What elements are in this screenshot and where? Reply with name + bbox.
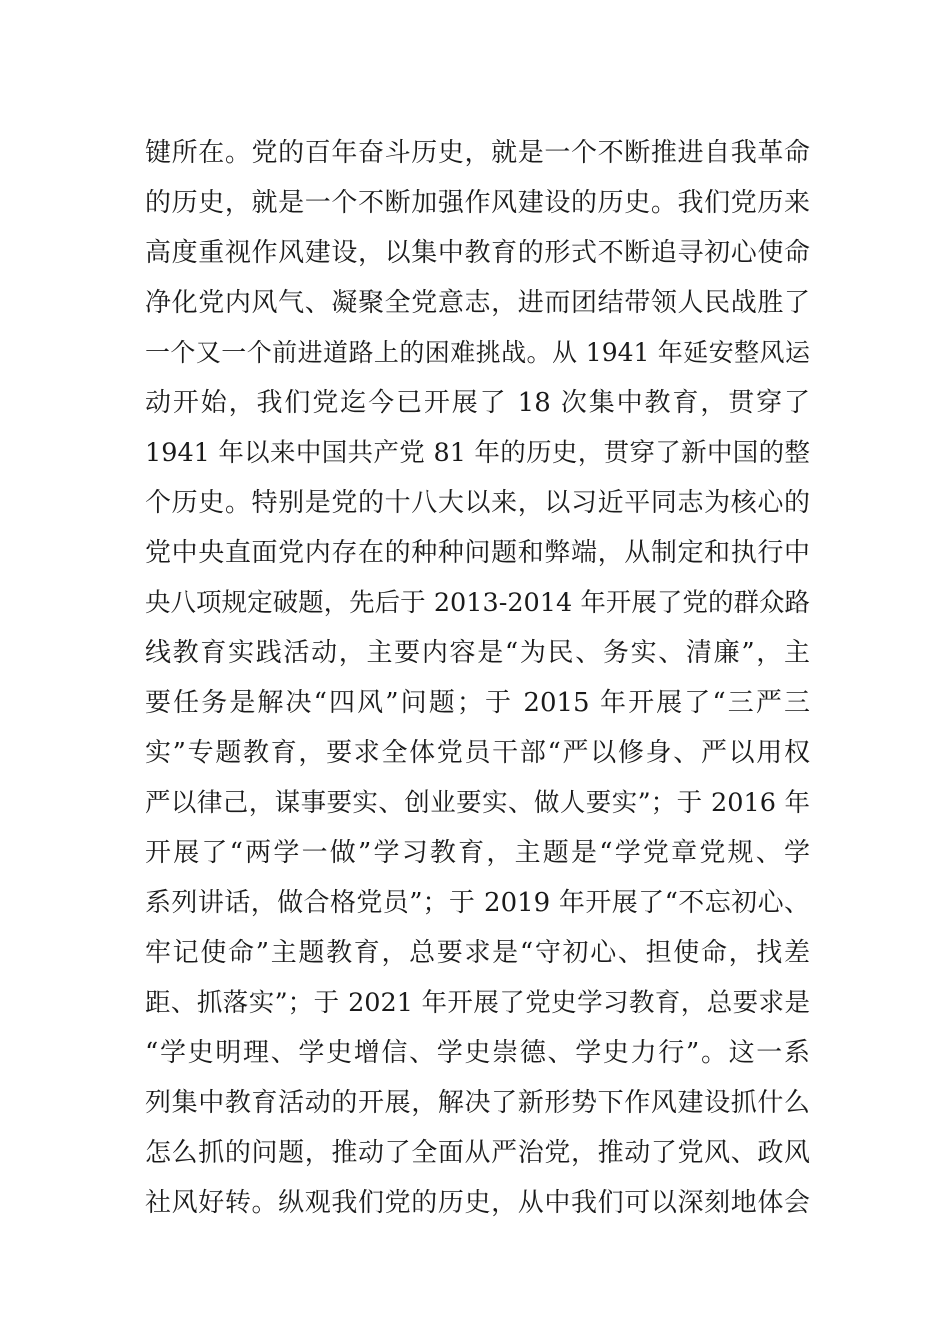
- text-line-9: 党中央直面党内存在的种种问题和弊端，从制定和执行中: [145, 538, 810, 568]
- text-line-16: 系列讲话，做合格党员”；于 2019 年开展了“不忘初心、: [145, 888, 810, 918]
- text-line-21: 怎么抓的问题，推动了全面从严治党，推动了党风、政风: [145, 1138, 810, 1168]
- text-line-19: “学史明理、学史增信、学史崇德、学史力行”。这一系: [145, 1038, 810, 1068]
- text-line-1: 键所在。党的百年奋斗历史，就是一个不断推进自我革命: [145, 138, 810, 168]
- text-line-14: 严以律己，谋事要实、创业要实、做人要实”；于 2016 年: [145, 788, 810, 818]
- text-line-6: 动开始，我们党迄今已开展了 18 次集中教育，贯穿了: [145, 388, 810, 418]
- text-line-10: 央八项规定破题，先后于 2013-2014 年开展了党的群众路: [145, 588, 810, 618]
- text-line-17: 牢记使命”主题教育，总要求是“守初心、担使命，找差: [145, 938, 810, 968]
- text-line-7: 1941 年以来中国共产党 81 年的历史，贯穿了新中国的整: [145, 438, 810, 468]
- text-line-20: 列集中教育活动的开展，解决了新形势下作风建设抓什么: [145, 1088, 810, 1118]
- text-line-4: 净化党内风气、凝聚全党意志，进而团结带领人民战胜了: [145, 288, 810, 318]
- text-line-2: 的历史，就是一个不断加强作风建设的历史。我们党历来: [145, 188, 810, 218]
- text-line-8: 个历史。特别是党的十八大以来，以习近平同志为核心的: [145, 488, 810, 518]
- text-line-13: 实”专题教育，要求全体党员干部“严以修身、严以用权: [145, 738, 810, 768]
- body-paragraph: [145, 128, 810, 1228]
- text-line-5: 一个又一个前进道路上的困难挑战。从 1941 年延安整风运: [145, 338, 810, 367]
- text-line-22: 社风好转。纵观我们党的历史，从中我们可以深刻地体会: [145, 1188, 810, 1218]
- text-line-18: 距、抓落实”；于 2021 年开展了党史学习教育，总要求是: [145, 988, 810, 1018]
- text-line-15: 开展了“两学一做”学习教育，主题是“学党章党规、学: [145, 838, 810, 868]
- text-line-3: 高度重视作风建设，以集中教育的形式不断追寻初心使命: [145, 238, 810, 268]
- text-line-12: 要任务是解决“四风”问题；于 2015 年开展了“三严三: [145, 688, 810, 718]
- text-line-11: 线教育实践活动，主要内容是“为民、务实、清廉”，主: [145, 638, 810, 668]
